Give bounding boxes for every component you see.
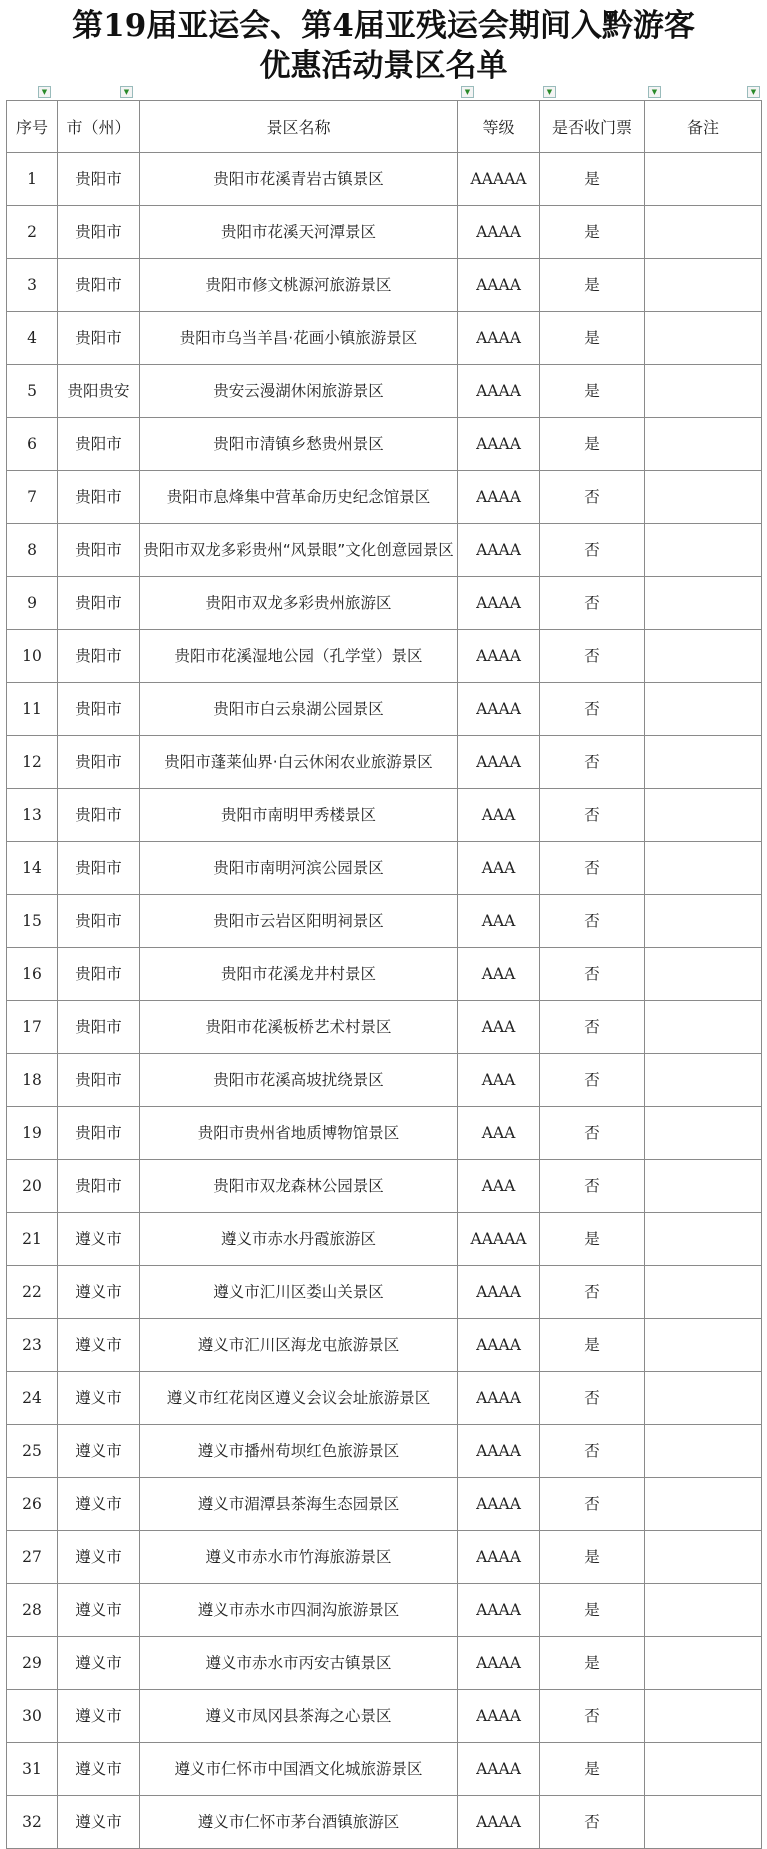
cell-ticket[interactable]: 是 bbox=[540, 1213, 645, 1266]
cell-level[interactable]: AAAA bbox=[458, 1637, 540, 1690]
cell-no[interactable]: 13 bbox=[7, 789, 58, 842]
cell-level[interactable]: AAAA bbox=[458, 1584, 540, 1637]
cell-ticket[interactable]: 否 bbox=[540, 842, 645, 895]
cell-no[interactable]: 21 bbox=[7, 1213, 58, 1266]
cell-city[interactable]: 贵阳市 bbox=[58, 1054, 140, 1107]
cell-no[interactable]: 6 bbox=[7, 418, 58, 471]
page-title-line-2: 优惠活动景区名单 bbox=[259, 48, 508, 84]
cell-scenic-name[interactable]: 遵义市汇川区海龙屯旅游景区 bbox=[140, 1319, 458, 1372]
cell-city[interactable]: 贵阳市 bbox=[58, 683, 140, 736]
cell-ticket[interactable]: 是 bbox=[540, 1584, 645, 1637]
cell-no[interactable]: 23 bbox=[7, 1319, 58, 1372]
cell-city[interactable]: 贵阳市 bbox=[58, 418, 140, 471]
cell-no[interactable]: 19 bbox=[7, 1107, 58, 1160]
cell-scenic-name[interactable]: 遵义市赤水市竹海旅游景区 bbox=[140, 1531, 458, 1584]
cell-no[interactable]: 9 bbox=[7, 577, 58, 630]
table-row bbox=[7, 948, 762, 1001]
cell-level[interactable]: AAA bbox=[458, 1107, 540, 1160]
cell-note[interactable] bbox=[645, 683, 762, 736]
cell-scenic-name[interactable]: 遵义市汇川区娄山关景区 bbox=[140, 1266, 458, 1319]
cell-ticket[interactable]: 是 bbox=[540, 153, 645, 206]
cell-note[interactable] bbox=[645, 630, 762, 683]
cell-city[interactable]: 贵阳市 bbox=[58, 630, 140, 683]
cell-ticket[interactable]: 否 bbox=[540, 524, 645, 577]
cell-scenic-name[interactable]: 贵阳市乌当羊昌·花画小镇旅游景区 bbox=[140, 312, 458, 365]
cell-note[interactable] bbox=[645, 365, 762, 418]
table-row bbox=[7, 789, 762, 842]
cell-ticket[interactable]: 否 bbox=[540, 471, 645, 524]
cell-scenic-name[interactable]: 贵阳市清镇乡愁贵州景区 bbox=[140, 418, 458, 471]
cell-scenic-name[interactable]: 贵阳市双龙多彩贵州旅游区 bbox=[140, 577, 458, 630]
table-row bbox=[7, 683, 762, 736]
cell-ticket[interactable]: 否 bbox=[540, 1690, 645, 1743]
cell-level[interactable]: AAAA bbox=[458, 365, 540, 418]
cell-city[interactable]: 遵义市 bbox=[58, 1266, 140, 1319]
cell-no[interactable]: 28 bbox=[7, 1584, 58, 1637]
cell-scenic-name[interactable]: 遵义市仁怀市茅台酒镇旅游区 bbox=[140, 1796, 458, 1849]
cell-scenic-name[interactable]: 遵义市赤水市四洞沟旅游景区 bbox=[140, 1584, 458, 1637]
cell-scenic-name[interactable]: 遵义市赤水市丙安古镇景区 bbox=[140, 1637, 458, 1690]
cell-city[interactable]: 遵义市 bbox=[58, 1637, 140, 1690]
column-header-ticket[interactable]: 是否收门票 bbox=[540, 101, 645, 153]
cell-no[interactable]: 24 bbox=[7, 1372, 58, 1425]
cell-note[interactable] bbox=[645, 524, 762, 577]
cell-level[interactable]: AAAA bbox=[458, 471, 540, 524]
cell-city[interactable]: 遵义市 bbox=[58, 1372, 140, 1425]
cell-scenic-name[interactable]: 贵阳市双龙森林公园景区 bbox=[140, 1160, 458, 1213]
column-header-name[interactable]: 景区名称 bbox=[140, 101, 458, 153]
cell-no[interactable]: 27 bbox=[7, 1531, 58, 1584]
cell-ticket[interactable]: 是 bbox=[540, 1319, 645, 1372]
table-row bbox=[7, 418, 762, 471]
cell-city[interactable]: 贵阳市 bbox=[58, 1107, 140, 1160]
cell-ticket[interactable]: 否 bbox=[540, 1054, 645, 1107]
table-row bbox=[7, 1743, 762, 1796]
table-row bbox=[7, 1690, 762, 1743]
cell-no[interactable]: 2 bbox=[7, 206, 58, 259]
cell-scenic-name[interactable]: 贵阳市修文桃源河旅游景区 bbox=[140, 259, 458, 312]
filter-dropdown-icon[interactable]: ▼ bbox=[543, 86, 556, 98]
cell-city[interactable]: 遵义市 bbox=[58, 1213, 140, 1266]
cell-ticket[interactable]: 是 bbox=[540, 206, 645, 259]
cell-city[interactable]: 贵阳市 bbox=[58, 577, 140, 630]
cell-scenic-name[interactable]: 贵阳市双龙多彩贵州“风景眼”文化创意园景区 bbox=[140, 524, 458, 577]
cell-city[interactable]: 贵阳市 bbox=[58, 895, 140, 948]
cell-level[interactable]: AAAA bbox=[458, 1478, 540, 1531]
cell-ticket[interactable]: 否 bbox=[540, 577, 645, 630]
cell-no[interactable]: 8 bbox=[7, 524, 58, 577]
filter-dropdown-icon[interactable]: ▼ bbox=[38, 86, 51, 98]
cell-city[interactable]: 贵阳市 bbox=[58, 842, 140, 895]
cell-note[interactable] bbox=[645, 1584, 762, 1637]
cell-level[interactable]: AAAA bbox=[458, 1743, 540, 1796]
cell-level[interactable]: AAAA bbox=[458, 1690, 540, 1743]
cell-no[interactable]: 20 bbox=[7, 1160, 58, 1213]
column-header-city[interactable]: 市（州） bbox=[58, 101, 140, 153]
cell-city[interactable]: 贵阳市 bbox=[58, 1160, 140, 1213]
cell-level[interactable]: AAAA bbox=[458, 1319, 540, 1372]
cell-note[interactable] bbox=[645, 948, 762, 1001]
cell-ticket[interactable]: 是 bbox=[540, 1637, 645, 1690]
cell-city[interactable]: 遵义市 bbox=[58, 1690, 140, 1743]
cell-ticket[interactable]: 是 bbox=[540, 1743, 645, 1796]
cell-note[interactable] bbox=[645, 1107, 762, 1160]
cell-level[interactable]: AAA bbox=[458, 948, 540, 1001]
cell-ticket[interactable]: 否 bbox=[540, 948, 645, 1001]
cell-note[interactable] bbox=[645, 736, 762, 789]
cell-city[interactable]: 贵阳贵安 bbox=[58, 365, 140, 418]
cell-scenic-name[interactable]: 贵阳市花溪高坡扰绕景区 bbox=[140, 1054, 458, 1107]
table-row bbox=[7, 1478, 762, 1531]
cell-level[interactable]: AAAA bbox=[458, 524, 540, 577]
cell-level[interactable]: AAAAA bbox=[458, 1213, 540, 1266]
cell-note[interactable] bbox=[645, 471, 762, 524]
cell-scenic-name[interactable]: 贵阳市花溪天河潭景区 bbox=[140, 206, 458, 259]
cell-scenic-name[interactable]: 贵安云漫湖休闲旅游景区 bbox=[140, 365, 458, 418]
cell-city[interactable]: 贵阳市 bbox=[58, 153, 140, 206]
cell-ticket[interactable]: 是 bbox=[540, 312, 645, 365]
column-header-note[interactable]: 备注 bbox=[645, 101, 762, 153]
cell-level[interactable]: AAAA bbox=[458, 630, 540, 683]
cell-ticket[interactable]: 是 bbox=[540, 418, 645, 471]
cell-note[interactable] bbox=[645, 259, 762, 312]
cell-no[interactable]: 16 bbox=[7, 948, 58, 1001]
table-row bbox=[7, 1531, 762, 1584]
cell-level[interactable]: AAAA bbox=[458, 1266, 540, 1319]
cell-ticket[interactable]: 否 bbox=[540, 736, 645, 789]
cell-city[interactable]: 贵阳市 bbox=[58, 736, 140, 789]
cell-ticket[interactable]: 否 bbox=[540, 683, 645, 736]
table-header-row bbox=[7, 101, 762, 153]
cell-no[interactable]: 31 bbox=[7, 1743, 58, 1796]
autofilter-row bbox=[6, 86, 761, 100]
cell-scenic-name[interactable]: 遵义市红花岗区遵义会议会址旅游景区 bbox=[140, 1372, 458, 1425]
cell-note[interactable] bbox=[645, 1743, 762, 1796]
cell-ticket[interactable]: 否 bbox=[540, 1160, 645, 1213]
cell-city[interactable]: 贵阳市 bbox=[58, 524, 140, 577]
cell-scenic-name[interactable]: 贵阳市南明河滨公园景区 bbox=[140, 842, 458, 895]
cell-note[interactable] bbox=[645, 577, 762, 630]
cell-scenic-name[interactable]: 贵阳市花溪青岩古镇景区 bbox=[140, 153, 458, 206]
cell-city[interactable]: 遵义市 bbox=[58, 1425, 140, 1478]
cell-note[interactable] bbox=[645, 1319, 762, 1372]
cell-scenic-name[interactable]: 贵阳市花溪龙井村景区 bbox=[140, 948, 458, 1001]
table-row bbox=[7, 365, 762, 418]
table-row bbox=[7, 1319, 762, 1372]
cell-no[interactable]: 10 bbox=[7, 630, 58, 683]
cell-level[interactable]: AAAA bbox=[458, 1372, 540, 1425]
cell-level[interactable]: AAAA bbox=[458, 683, 540, 736]
cell-level[interactable]: AAA bbox=[458, 842, 540, 895]
filter-dropdown-icon[interactable]: ▼ bbox=[648, 86, 661, 98]
cell-ticket[interactable]: 否 bbox=[540, 1796, 645, 1849]
cell-ticket[interactable]: 否 bbox=[540, 1372, 645, 1425]
cell-ticket[interactable]: 否 bbox=[540, 1478, 645, 1531]
cell-no[interactable]: 15 bbox=[7, 895, 58, 948]
table-row bbox=[7, 1266, 762, 1319]
cell-scenic-name[interactable]: 贵阳市贵州省地质博物馆景区 bbox=[140, 1107, 458, 1160]
table-row bbox=[7, 206, 762, 259]
cell-scenic-name[interactable]: 贵阳市南明甲秀楼景区 bbox=[140, 789, 458, 842]
cell-city[interactable]: 贵阳市 bbox=[58, 789, 140, 842]
cell-scenic-name[interactable]: 遵义市湄潭县茶海生态园景区 bbox=[140, 1478, 458, 1531]
cell-no[interactable]: 14 bbox=[7, 842, 58, 895]
cell-scenic-name[interactable]: 贵阳市花溪湿地公园（孔学堂）景区 bbox=[140, 630, 458, 683]
table-row bbox=[7, 471, 762, 524]
cell-no[interactable]: 30 bbox=[7, 1690, 58, 1743]
cell-note[interactable] bbox=[645, 1796, 762, 1849]
cell-ticket[interactable]: 否 bbox=[540, 630, 645, 683]
cell-city[interactable]: 贵阳市 bbox=[58, 948, 140, 1001]
cell-no[interactable]: 3 bbox=[7, 259, 58, 312]
cell-no[interactable]: 29 bbox=[7, 1637, 58, 1690]
cell-level[interactable]: AAAAA bbox=[458, 153, 540, 206]
cell-level[interactable]: AAA bbox=[458, 1001, 540, 1054]
cell-note[interactable] bbox=[645, 895, 762, 948]
cell-city[interactable]: 贵阳市 bbox=[58, 1001, 140, 1054]
cell-ticket[interactable]: 否 bbox=[540, 1001, 645, 1054]
column-header-no[interactable]: 序号 bbox=[7, 101, 58, 153]
cell-no[interactable]: 22 bbox=[7, 1266, 58, 1319]
cell-note[interactable] bbox=[645, 1372, 762, 1425]
cell-city[interactable]: 贵阳市 bbox=[58, 206, 140, 259]
cell-scenic-name[interactable]: 遵义市仁怀市中国酒文化城旅游景区 bbox=[140, 1743, 458, 1796]
cell-no[interactable]: 5 bbox=[7, 365, 58, 418]
cell-note[interactable] bbox=[645, 1531, 762, 1584]
cell-no[interactable]: 7 bbox=[7, 471, 58, 524]
cell-note[interactable] bbox=[645, 789, 762, 842]
table-row bbox=[7, 1001, 762, 1054]
cell-level[interactable]: AAAA bbox=[458, 736, 540, 789]
table-row bbox=[7, 895, 762, 948]
table-row bbox=[7, 1107, 762, 1160]
cell-note[interactable] bbox=[645, 842, 762, 895]
table-row bbox=[7, 153, 762, 206]
cell-note[interactable] bbox=[645, 1637, 762, 1690]
table-row bbox=[7, 1213, 762, 1266]
cell-scenic-name[interactable]: 遵义市播州苟坝红色旅游景区 bbox=[140, 1425, 458, 1478]
cell-city[interactable]: 遵义市 bbox=[58, 1584, 140, 1637]
filter-dropdown-icon[interactable]: ▼ bbox=[461, 86, 474, 98]
cell-scenic-name[interactable]: 贵阳市息烽集中营革命历史纪念馆景区 bbox=[140, 471, 458, 524]
cell-note[interactable] bbox=[645, 418, 762, 471]
cell-note[interactable] bbox=[645, 1425, 762, 1478]
cell-no[interactable]: 17 bbox=[7, 1001, 58, 1054]
cell-level[interactable]: AAAA bbox=[458, 1796, 540, 1849]
cell-city[interactable]: 遵义市 bbox=[58, 1796, 140, 1849]
cell-ticket[interactable]: 否 bbox=[540, 1425, 645, 1478]
table-row bbox=[7, 630, 762, 683]
cell-city[interactable]: 贵阳市 bbox=[58, 312, 140, 365]
cell-city[interactable]: 遵义市 bbox=[58, 1531, 140, 1584]
cell-city[interactable]: 遵义市 bbox=[58, 1319, 140, 1372]
cell-scenic-name[interactable]: 贵阳市蓬莱仙界·白云休闲农业旅游景区 bbox=[140, 736, 458, 789]
cell-level[interactable]: AAA bbox=[458, 895, 540, 948]
cell-no[interactable]: 11 bbox=[7, 683, 58, 736]
cell-level[interactable]: AAAA bbox=[458, 259, 540, 312]
cell-level[interactable]: AAA bbox=[458, 1054, 540, 1107]
cell-level[interactable]: AAA bbox=[458, 789, 540, 842]
cell-note[interactable] bbox=[645, 1054, 762, 1107]
table-row bbox=[7, 577, 762, 630]
cell-ticket[interactable]: 否 bbox=[540, 1266, 645, 1319]
cell-city[interactable]: 遵义市 bbox=[58, 1478, 140, 1531]
cell-note[interactable] bbox=[645, 1690, 762, 1743]
cell-level[interactable]: AAAA bbox=[458, 1425, 540, 1478]
cell-note[interactable] bbox=[645, 1478, 762, 1531]
filter-dropdown-icon[interactable]: ▼ bbox=[747, 86, 760, 98]
table-row bbox=[7, 312, 762, 365]
cell-level[interactable]: AAAA bbox=[458, 206, 540, 259]
cell-ticket[interactable]: 是 bbox=[540, 365, 645, 418]
cell-note[interactable] bbox=[645, 153, 762, 206]
cell-no[interactable]: 26 bbox=[7, 1478, 58, 1531]
page-title-line-1: 第19届亚运会、第4届亚残运会期间入黔游客 bbox=[72, 8, 695, 44]
table-row bbox=[7, 1425, 762, 1478]
cell-scenic-name[interactable]: 遵义市赤水丹霞旅游区 bbox=[140, 1213, 458, 1266]
cell-note[interactable] bbox=[645, 312, 762, 365]
cell-level[interactable]: AAAA bbox=[458, 577, 540, 630]
cell-note[interactable] bbox=[645, 206, 762, 259]
table-row bbox=[7, 842, 762, 895]
table-row bbox=[7, 1584, 762, 1637]
cell-ticket[interactable]: 否 bbox=[540, 895, 645, 948]
table-row bbox=[7, 1637, 762, 1690]
table-row bbox=[7, 1796, 762, 1849]
cell-no[interactable]: 4 bbox=[7, 312, 58, 365]
cell-no[interactable]: 18 bbox=[7, 1054, 58, 1107]
cell-ticket[interactable]: 否 bbox=[540, 1107, 645, 1160]
scenic-area-table bbox=[6, 100, 762, 1849]
cell-note[interactable] bbox=[645, 1266, 762, 1319]
table-row bbox=[7, 259, 762, 312]
cell-no[interactable]: 25 bbox=[7, 1425, 58, 1478]
table-row bbox=[7, 736, 762, 789]
cell-scenic-name[interactable]: 贵阳市云岩区阳明祠景区 bbox=[140, 895, 458, 948]
cell-level[interactable]: AAAA bbox=[458, 418, 540, 471]
cell-note[interactable] bbox=[645, 1213, 762, 1266]
cell-city[interactable]: 遵义市 bbox=[58, 1743, 140, 1796]
filter-dropdown-icon[interactable]: ▼ bbox=[120, 86, 133, 98]
table-row bbox=[7, 1054, 762, 1107]
cell-ticket[interactable]: 是 bbox=[540, 259, 645, 312]
cell-note[interactable] bbox=[645, 1160, 762, 1213]
cell-level[interactable]: AAAA bbox=[458, 312, 540, 365]
cell-city[interactable]: 贵阳市 bbox=[58, 259, 140, 312]
cell-city[interactable]: 贵阳市 bbox=[58, 471, 140, 524]
cell-ticket[interactable]: 是 bbox=[540, 1531, 645, 1584]
cell-scenic-name[interactable]: 贵阳市白云泉湖公园景区 bbox=[140, 683, 458, 736]
cell-no[interactable]: 12 bbox=[7, 736, 58, 789]
table-row bbox=[7, 524, 762, 577]
cell-no[interactable]: 1 bbox=[7, 153, 58, 206]
table-row bbox=[7, 1372, 762, 1425]
cell-level[interactable]: AAAA bbox=[458, 1531, 540, 1584]
cell-ticket[interactable]: 否 bbox=[540, 789, 645, 842]
cell-scenic-name[interactable]: 遵义市凤冈县茶海之心景区 bbox=[140, 1690, 458, 1743]
column-header-level[interactable]: 等级 bbox=[458, 101, 540, 153]
cell-level[interactable]: AAA bbox=[458, 1160, 540, 1213]
cell-note[interactable] bbox=[645, 1001, 762, 1054]
cell-no[interactable]: 32 bbox=[7, 1796, 58, 1849]
cell-scenic-name[interactable]: 贵阳市花溪板桥艺术村景区 bbox=[140, 1001, 458, 1054]
table-row bbox=[7, 1160, 762, 1213]
